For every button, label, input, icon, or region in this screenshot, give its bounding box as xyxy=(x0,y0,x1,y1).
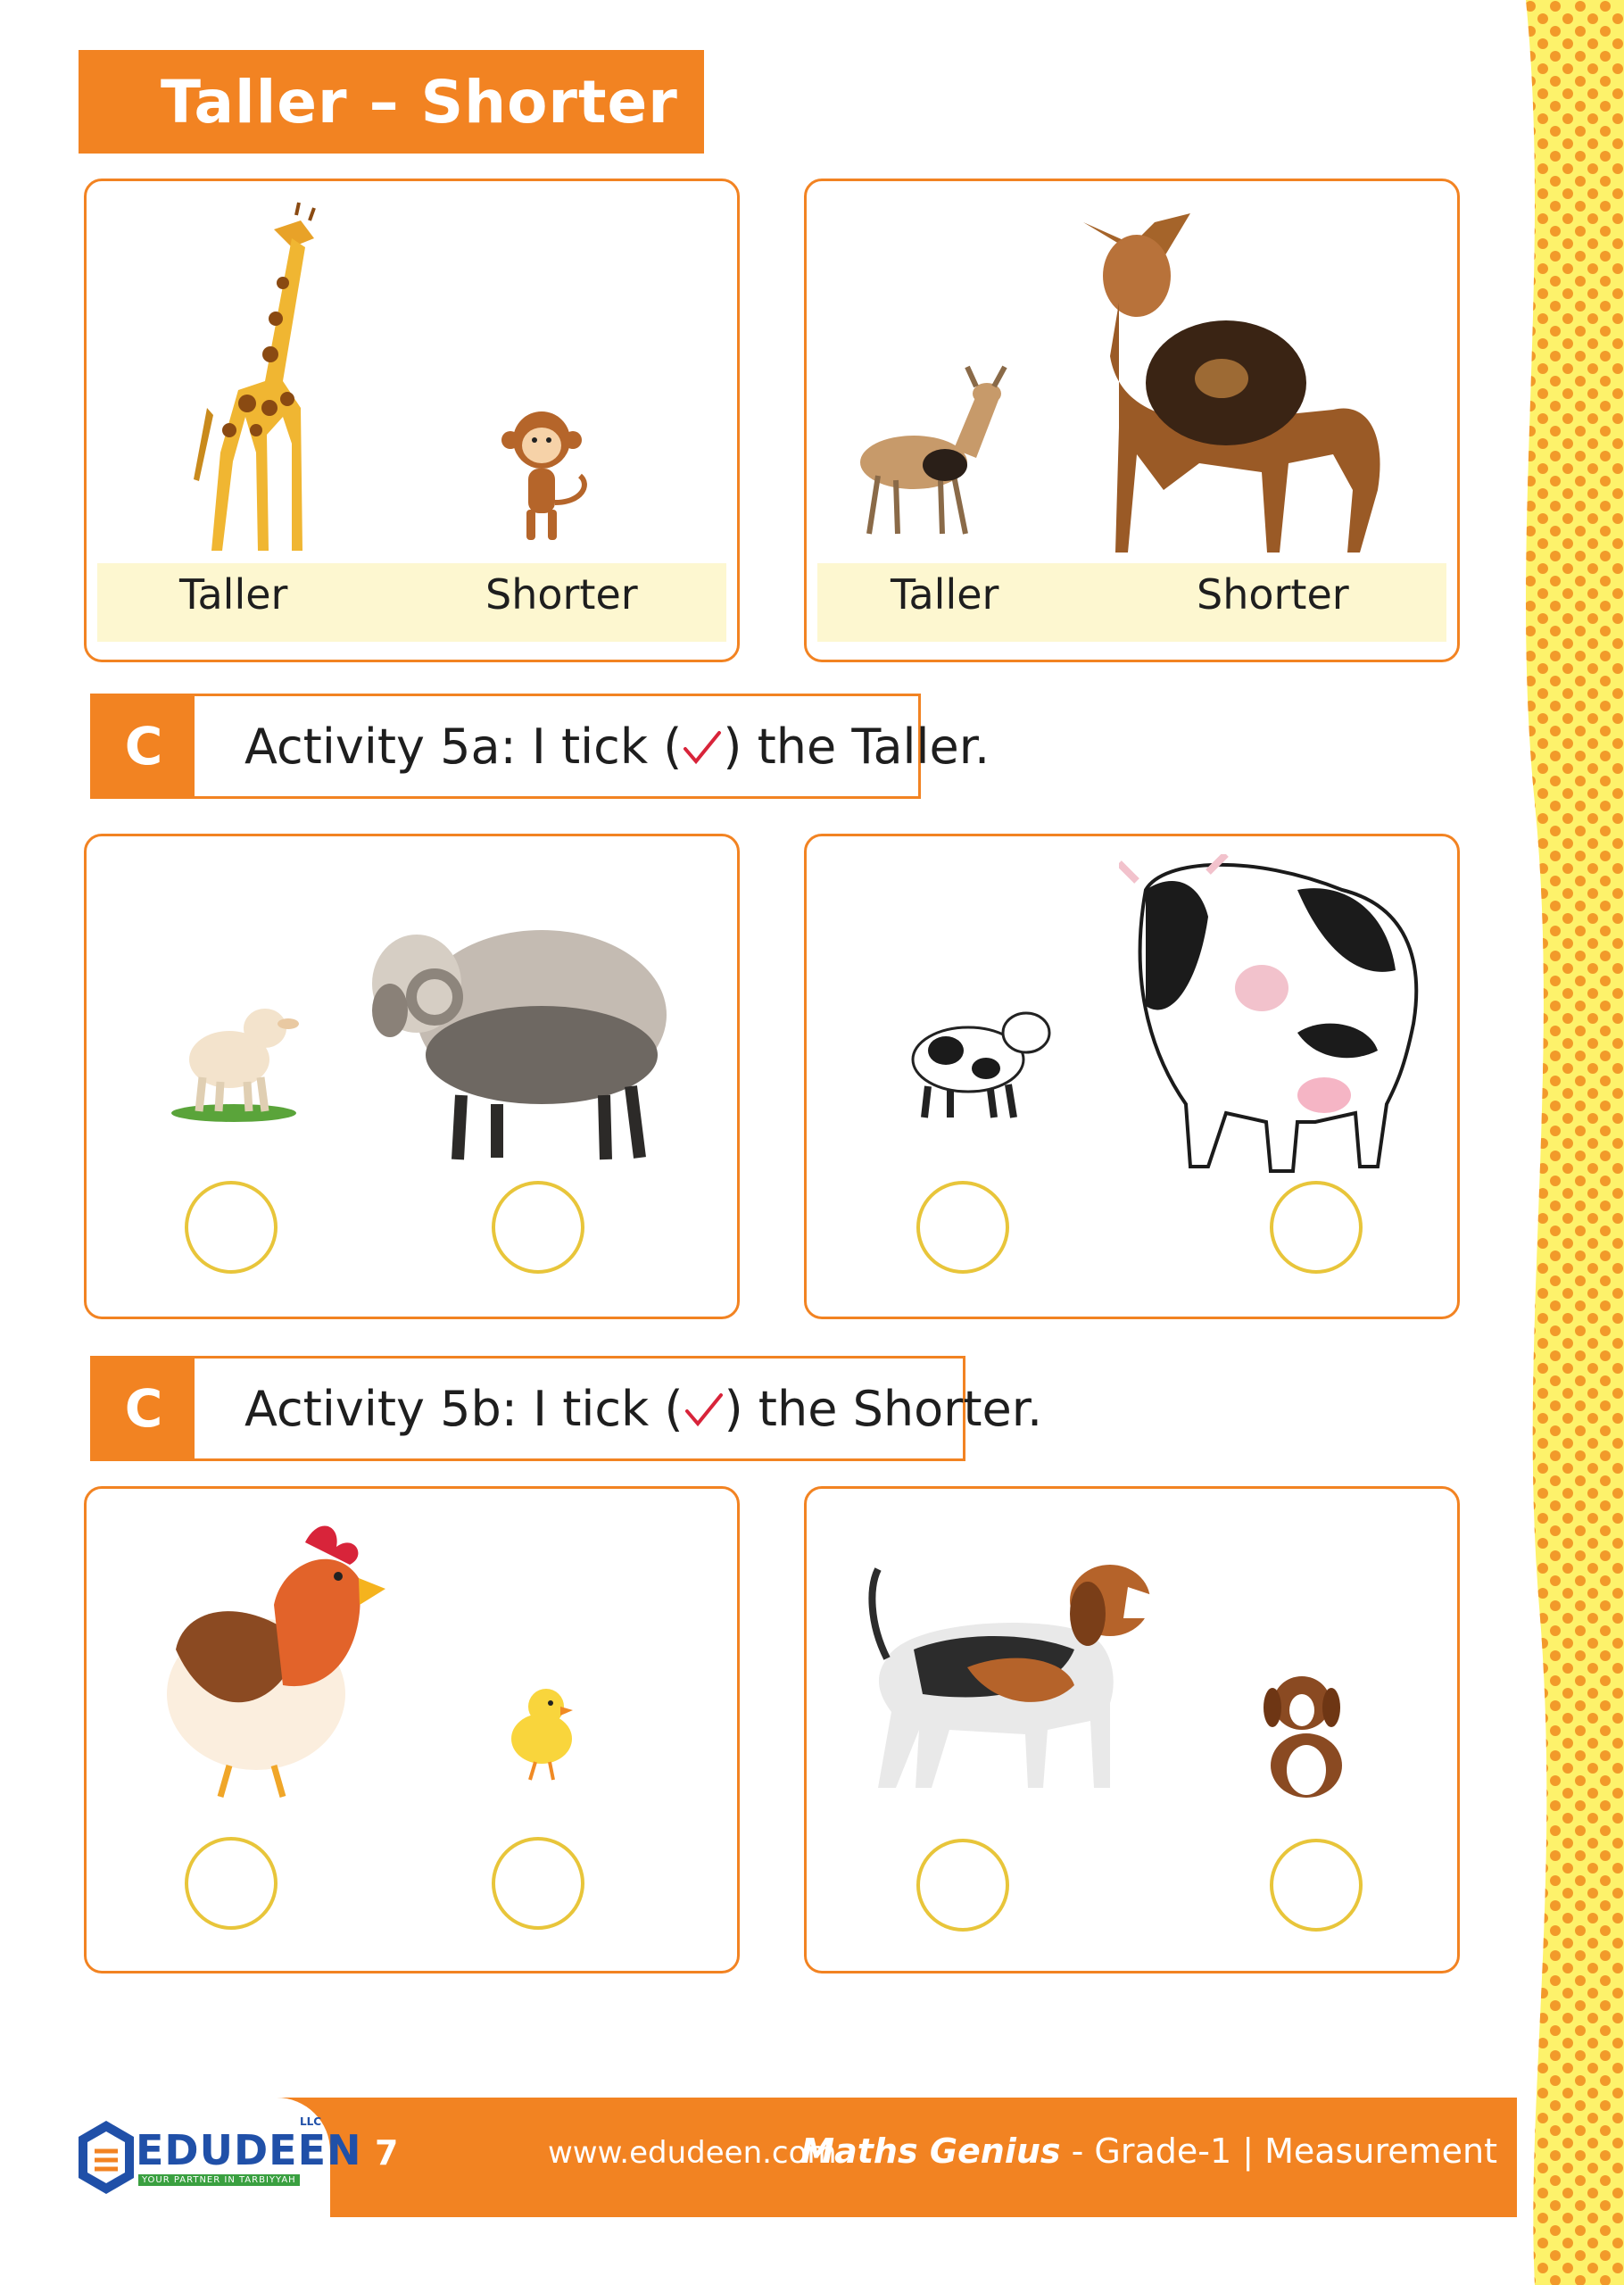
dog-icon xyxy=(851,1551,1181,1792)
activity-5a-card-sheep xyxy=(84,834,740,1319)
polka-dot-border xyxy=(1499,0,1624,2285)
instruction-before: Activity 5a: I tick ( xyxy=(244,718,683,775)
book-subtitle: - Grade-1 | Measurement xyxy=(1060,2131,1497,2171)
label-strip xyxy=(817,563,1446,642)
activity-5b-card-dog xyxy=(804,1486,1460,1973)
shorter-label: Shorter xyxy=(1197,570,1349,619)
sheep-icon xyxy=(363,899,675,1167)
logo-box xyxy=(0,2098,362,2217)
chick-icon xyxy=(501,1676,582,1783)
tick-icon xyxy=(682,726,723,767)
giraffe-icon xyxy=(158,185,372,558)
tick-icon xyxy=(684,1388,725,1429)
shorter-label: Shorter xyxy=(485,570,638,619)
instruction-after: ) the Taller. xyxy=(723,718,990,775)
activity-badge: C xyxy=(93,1359,195,1458)
activity-badge: C xyxy=(93,696,195,796)
label-strip xyxy=(97,563,726,642)
activity-5a-instruction xyxy=(244,696,990,796)
logo-word: EDUDEEN xyxy=(136,2126,362,2174)
book-title xyxy=(800,2131,1497,2171)
answer-circle-chick[interactable] xyxy=(492,1837,584,1930)
activity-5b-header xyxy=(90,1356,1043,1461)
answer-circle-hen[interactable] xyxy=(185,1837,278,1930)
example-card-fawn-deer xyxy=(804,179,1460,662)
activity-5a-card-cow xyxy=(804,834,1460,1319)
activity-5b-instruction xyxy=(244,1359,1042,1458)
answer-circle-calf[interactable] xyxy=(916,1181,1009,1274)
taller-label: Taller xyxy=(891,570,999,619)
cow-icon xyxy=(1119,854,1440,1184)
puppy-icon xyxy=(1253,1667,1360,1801)
taller-label: Taller xyxy=(179,570,288,619)
answer-circle-cow[interactable] xyxy=(1270,1181,1363,1274)
page-title: Taller – Shorter xyxy=(161,67,678,137)
example-card-giraffe-monkey xyxy=(84,179,740,662)
deer-icon xyxy=(1065,204,1404,561)
hen-icon xyxy=(149,1507,417,1801)
monkey-icon xyxy=(501,404,600,547)
logo-llc: LLC xyxy=(300,2115,322,2128)
answer-circle-dog[interactable] xyxy=(916,1839,1009,1932)
page-footer xyxy=(0,2098,1517,2217)
activity-5b-card-hen xyxy=(84,1486,740,1973)
instruction-before: Activity 5b: I tick ( xyxy=(244,1380,684,1437)
fawn-icon xyxy=(842,360,1012,538)
answer-circle-puppy[interactable] xyxy=(1270,1839,1363,1932)
answer-circle-sheep[interactable] xyxy=(492,1181,584,1274)
website-link[interactable]: www.edudeen.com xyxy=(548,2135,837,2171)
logo-tagline: YOUR PARTNER IN TARBIYYAH xyxy=(138,2174,300,2186)
lamb-icon xyxy=(167,979,310,1122)
book-name: Maths Genius xyxy=(800,2131,1061,2171)
page-number: 7 xyxy=(375,2133,399,2173)
answer-circle-lamb[interactable] xyxy=(185,1181,278,1274)
activity-5a-header xyxy=(90,694,990,799)
instruction-after: ) the Shorter. xyxy=(724,1380,1043,1437)
edudeen-logo-icon xyxy=(75,2119,137,2196)
calf-icon xyxy=(901,997,1062,1122)
page-title-bar xyxy=(79,50,704,154)
